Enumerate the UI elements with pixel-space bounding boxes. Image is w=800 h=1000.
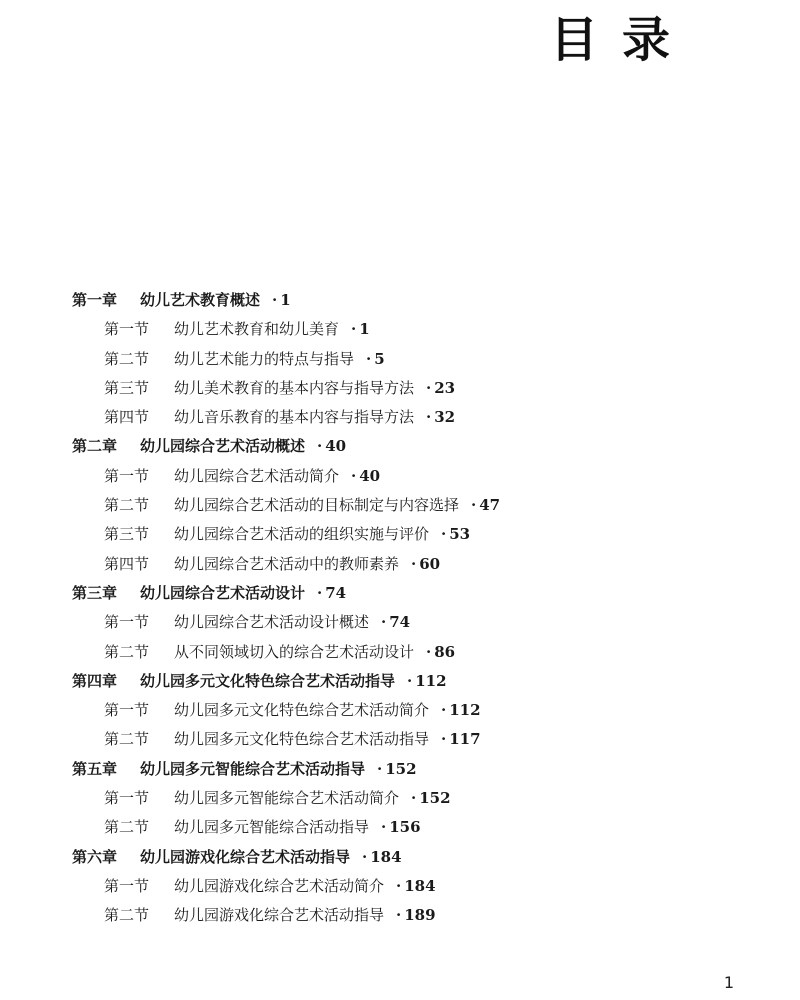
page-title: 目录 bbox=[549, 12, 694, 68]
toc-section-row bbox=[72, 608, 762, 637]
toc-leader-dot: · bbox=[471, 496, 477, 515]
toc-entry-title: 幼儿音乐教育的基本内容与指导方法 bbox=[174, 408, 415, 427]
toc-entry-number: 第二节 bbox=[104, 730, 150, 749]
toc-entry-page: 60 bbox=[419, 554, 441, 573]
toc-entry-title: 幼儿艺术教育和幼儿美育 bbox=[174, 320, 340, 339]
toc-section-row bbox=[72, 462, 762, 491]
toc-section-row bbox=[72, 520, 762, 549]
toc-entry-title: 幼儿园多元文化特色综合艺术活动指导 bbox=[174, 730, 430, 749]
toc-chapter-row bbox=[72, 286, 762, 315]
toc-entry-number: 第一节 bbox=[104, 613, 150, 632]
toc-section-row bbox=[72, 638, 762, 667]
toc-entry-title: 从不同领域切入的综合艺术活动设计 bbox=[174, 642, 415, 661]
page-number: 1 bbox=[723, 973, 734, 992]
toc-entry-title: 幼儿园综合艺术活动设计概述 bbox=[174, 613, 370, 632]
toc-leader-dot: · bbox=[351, 466, 357, 485]
toc-entry-title: 幼儿园综合艺术活动设计 bbox=[140, 583, 306, 602]
toc-entry-page: 5 bbox=[374, 349, 385, 368]
toc-leader-dot: · bbox=[381, 818, 387, 837]
toc-entry-number: 第四节 bbox=[104, 554, 150, 573]
toc-entry-title: 幼儿园综合艺术活动的目标制定与内容选择 bbox=[174, 496, 460, 515]
toc-section-row bbox=[72, 491, 762, 520]
toc-entry-number: 第二节 bbox=[104, 496, 150, 515]
toc-entry-page: 40 bbox=[325, 437, 347, 456]
toc-entry-title: 幼儿园多元文化特色综合艺术活动简介 bbox=[174, 701, 430, 720]
toc-entry-page: 112 bbox=[415, 671, 447, 690]
toc-entry-page: 156 bbox=[389, 818, 421, 837]
toc-leader-dot: · bbox=[272, 291, 278, 309]
toc-entry-title: 幼儿园游戏化综合艺术活动简介 bbox=[174, 876, 385, 895]
toc-section-row bbox=[72, 901, 762, 930]
toc-leader-dot: · bbox=[317, 437, 323, 456]
toc-entry-page: 152 bbox=[385, 759, 417, 778]
toc-leader-dot: · bbox=[377, 759, 383, 778]
toc-entry-title: 幼儿艺术教育概述 bbox=[140, 291, 261, 309]
toc-section-row bbox=[72, 813, 762, 842]
toc-entry-title: 幼儿园多元智能综合艺术活动简介 bbox=[174, 789, 400, 808]
toc-entry-title: 幼儿园多元智能综合活动指导 bbox=[174, 818, 370, 837]
toc-leader-dot: · bbox=[396, 876, 402, 895]
toc-chapter-row bbox=[72, 843, 762, 872]
toc-entry-number: 第三章 bbox=[72, 583, 118, 602]
toc-entry-page: 117 bbox=[449, 730, 481, 749]
toc-entry-title: 幼儿艺术能力的特点与指导 bbox=[174, 349, 355, 368]
toc-leader-dot: · bbox=[362, 847, 368, 866]
toc-entry-page: 112 bbox=[449, 701, 481, 720]
toc-entry-number: 第二节 bbox=[104, 642, 150, 661]
toc-entry-title: 幼儿园综合艺术活动中的教师素养 bbox=[174, 554, 400, 573]
toc-leader-dot: · bbox=[407, 671, 413, 690]
toc-entry-number: 第二节 bbox=[104, 349, 150, 368]
toc-entry-number: 第四节 bbox=[104, 408, 150, 427]
toc-leader-dot: · bbox=[317, 583, 323, 602]
toc-entry-title: 幼儿园多元智能综合艺术活动指导 bbox=[140, 759, 366, 778]
toc-entry-page: 32 bbox=[434, 408, 456, 427]
toc-entry-page: 152 bbox=[419, 789, 451, 808]
toc-leader-dot: · bbox=[411, 789, 417, 808]
table-of-contents bbox=[72, 286, 762, 931]
toc-entry-page: 23 bbox=[434, 378, 456, 397]
toc-entry-title: 幼儿园综合艺术活动概述 bbox=[140, 437, 306, 456]
toc-entry-title: 幼儿园多元文化特色综合艺术活动指导 bbox=[140, 671, 396, 690]
toc-section-row bbox=[72, 784, 762, 813]
toc-entry-number: 第一节 bbox=[104, 701, 150, 720]
toc-entry-page: 40 bbox=[359, 466, 381, 485]
toc-entry-number: 第二章 bbox=[72, 437, 118, 456]
toc-leader-dot: · bbox=[366, 349, 372, 368]
toc-entry-number: 第五章 bbox=[72, 759, 118, 778]
toc-entry-number: 第四章 bbox=[72, 671, 118, 690]
toc-entry-page: 86 bbox=[434, 642, 456, 661]
toc-chapter-row bbox=[72, 667, 762, 696]
toc-section-row bbox=[72, 345, 762, 374]
toc-entry-title: 幼儿园游戏化综合艺术活动指导 bbox=[140, 847, 351, 866]
toc-entry-number: 第一节 bbox=[104, 876, 150, 895]
toc-section-row bbox=[72, 550, 762, 579]
toc-entry-number: 第一节 bbox=[104, 466, 150, 485]
toc-entry-title: 幼儿园游戏化综合艺术活动指导 bbox=[174, 906, 385, 925]
toc-entry-page: 74 bbox=[389, 613, 411, 632]
toc-entry-number: 第二节 bbox=[104, 818, 150, 837]
toc-entry-number: 第二节 bbox=[104, 906, 150, 925]
toc-chapter-row bbox=[72, 432, 762, 461]
toc-section-row bbox=[72, 872, 762, 901]
toc-entry-page: 1 bbox=[280, 291, 291, 309]
toc-entry-number: 第一节 bbox=[104, 789, 150, 808]
toc-leader-dot: · bbox=[396, 906, 402, 925]
toc-chapter-row bbox=[72, 579, 762, 608]
toc-entry-page: 74 bbox=[325, 583, 347, 602]
toc-leader-dot: · bbox=[426, 378, 432, 397]
toc-section-row bbox=[72, 725, 762, 754]
toc-entry-number: 第一节 bbox=[104, 320, 150, 339]
toc-leader-dot: · bbox=[441, 701, 447, 720]
toc-entry-title: 幼儿园综合艺术活动的组织实施与评价 bbox=[174, 525, 430, 544]
toc-entry-page: 184 bbox=[370, 847, 402, 866]
toc-entry-page: 184 bbox=[404, 876, 436, 895]
toc-leader-dot: · bbox=[351, 320, 357, 339]
toc-leader-dot: · bbox=[381, 613, 387, 632]
toc-entry-title: 幼儿园综合艺术活动简介 bbox=[174, 466, 340, 485]
toc-entry-page: 47 bbox=[479, 496, 501, 515]
toc-leader-dot: · bbox=[411, 554, 417, 573]
toc-leader-dot: · bbox=[441, 730, 447, 749]
toc-entry-title: 幼儿美术教育的基本内容与指导方法 bbox=[174, 378, 415, 397]
toc-entry-number: 第六章 bbox=[72, 847, 118, 866]
toc-leader-dot: · bbox=[426, 408, 432, 427]
toc-section-row bbox=[72, 374, 762, 403]
toc-entry-number: 第三节 bbox=[104, 378, 150, 397]
toc-section-row bbox=[72, 403, 762, 432]
toc-leader-dot: · bbox=[441, 525, 447, 544]
toc-entry-number: 第一章 bbox=[72, 291, 118, 309]
toc-entry-page: 53 bbox=[449, 525, 471, 544]
toc-leader-dot: · bbox=[426, 642, 432, 661]
toc-entry-page: 1 bbox=[359, 320, 370, 339]
toc-chapter-row bbox=[72, 755, 762, 784]
toc-section-row bbox=[72, 696, 762, 725]
toc-section-row bbox=[72, 315, 762, 344]
toc-entry-number: 第三节 bbox=[104, 525, 150, 544]
toc-entry-page: 189 bbox=[404, 906, 436, 925]
